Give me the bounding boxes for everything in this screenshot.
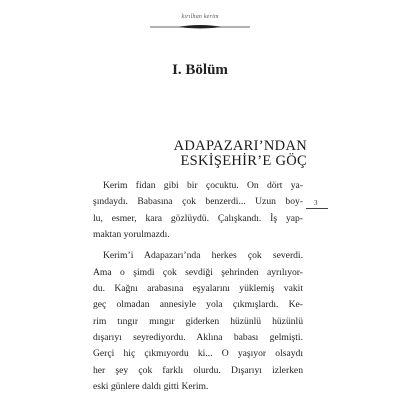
text-line: Ama o şimdi çok sevdiği şehrinden ayrılıyor- xyxy=(93,266,303,278)
header-ornament xyxy=(148,22,252,32)
body-text xyxy=(93,178,303,395)
text-line: lu, esmer, kara gözlüydü. Çalışkandı. İş yap- xyxy=(93,212,303,224)
chapter-title xyxy=(174,139,307,169)
text-line: rim tıngır mıngır giderken hüzünlü hüzünlü xyxy=(93,315,303,327)
page-number: 3 xyxy=(314,199,318,207)
text-line: dışarıyı seyrediyordu. Aklına babası gelmişti. xyxy=(93,332,303,344)
text-line: Kerim fidan gibi bir çocuktu. On dört ya- xyxy=(103,180,303,191)
title-line: ESKİŞEHİR’E GÖÇ xyxy=(180,153,307,169)
page-number-marker xyxy=(306,198,328,212)
running-head: kırılhan kerim xyxy=(181,14,219,20)
text-line: maktan yorulmazdı. xyxy=(93,229,170,241)
text-line: geç olmadan annesiyle yola çıkmışlardı. Ke- xyxy=(93,299,303,311)
paragraph xyxy=(93,248,303,395)
page-number-rule xyxy=(306,208,328,209)
text-line: her şey çok farklı olurdu. Dışarıyı izlerken xyxy=(93,364,303,376)
chapter-label: I. Bölüm xyxy=(172,62,228,78)
text-line: du. Kağnı arabasına eşyalarını yüklemiş vakit xyxy=(93,283,303,295)
paragraph xyxy=(93,178,303,243)
title-line: ADAPAZARI’NDAN xyxy=(173,138,307,154)
text-line: Gerçi hiç çıkmıyordu ki... O yaşıyor olsaydı xyxy=(93,348,303,360)
text-line: şındaydı. Babasına çok benzerdi... Uzun boy- xyxy=(93,196,303,208)
text-line: Kerim’i Adapazarı’nda herkes çok severdi. xyxy=(103,250,303,262)
text-line: eski günlere daldı gitti Kerim. xyxy=(93,381,209,393)
